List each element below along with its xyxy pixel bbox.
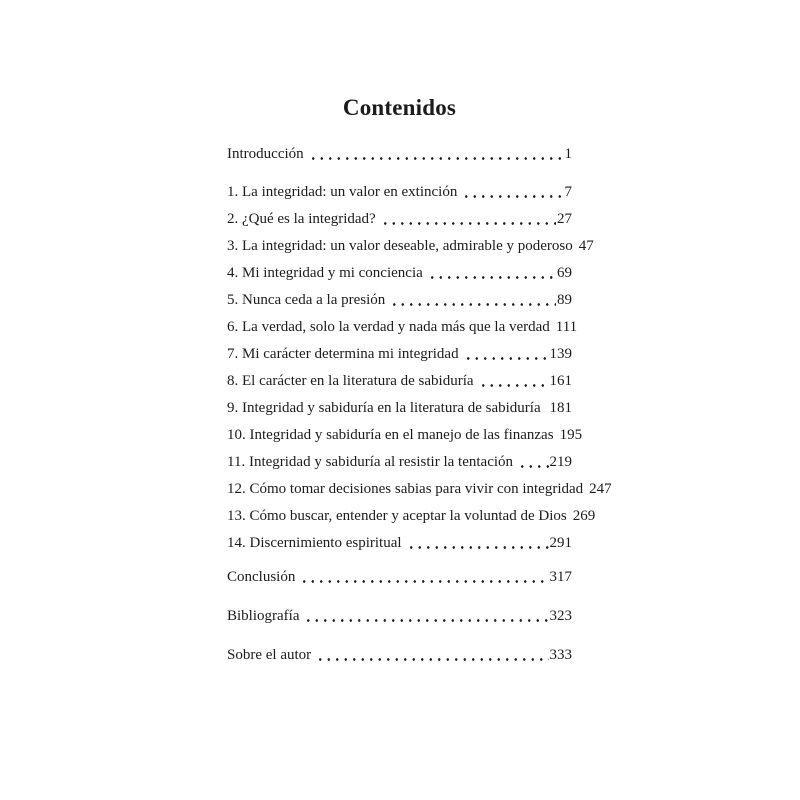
toc-entry	[227, 146, 572, 163]
toc-entry-label: 11. Integridad y sabiduría al resistir la tentación	[227, 454, 514, 470]
toc-entry-page: 181	[549, 400, 572, 416]
toc-entry-label: Bibliografía	[227, 608, 300, 624]
toc-entry-label: 12. Cómo tomar decisiones sabias para vivir con integridad	[227, 481, 584, 497]
toc-entry-label: 5. Nunca ceda a la presión	[227, 292, 386, 308]
toc-leader-dots	[518, 465, 548, 468]
toc-leader-dots	[462, 195, 563, 198]
page-title: Contenidos	[342, 95, 457, 120]
toc-entry	[227, 265, 572, 282]
toc-entry-page: 161	[549, 373, 572, 389]
toc-entry	[227, 569, 572, 586]
toc-entry	[227, 608, 572, 625]
toc-entry	[227, 535, 572, 552]
toc-entry-page: 139	[549, 346, 572, 362]
toc-leader-dots	[304, 619, 548, 622]
toc-entry	[227, 238, 594, 255]
toc-entry	[227, 481, 612, 498]
toc-entry-label: Conclusión	[227, 569, 296, 585]
toc-entry	[227, 647, 572, 664]
toc-entry-label: 14. Discernimiento espiritual	[227, 535, 402, 551]
toc-entry	[227, 400, 572, 417]
toc-entry-page: 333	[549, 647, 572, 663]
toc-leader-dots	[316, 658, 548, 661]
toc-entry	[227, 427, 583, 444]
toc-entry	[227, 211, 572, 228]
toc-entry-page: 111	[555, 319, 578, 335]
toc-content	[227, 0, 612, 686]
toc-entry	[227, 346, 572, 363]
toc-entry	[227, 292, 572, 309]
toc-leader-dots	[300, 580, 548, 583]
toc-entry-page: 291	[549, 535, 572, 551]
toc-entry-label: 4. Mi integridad y mi conciencia	[227, 265, 423, 281]
toc-entry-page: 69	[557, 265, 572, 281]
toc-leader-dots	[464, 357, 549, 360]
toc-entry-page: 323	[549, 608, 572, 624]
toc-entry-page: 1	[564, 146, 572, 162]
toc-entry-label: 2. ¿Qué es la integridad?	[227, 211, 376, 227]
toc-entry-label: 8. El carácter en la literatura de sabiduría	[227, 373, 474, 389]
toc-entry-label: 9. Integridad y sabiduría en la literatura de sabiduría	[227, 400, 541, 416]
toc-leader-dots	[390, 303, 556, 306]
toc-entry-page: 195	[559, 427, 583, 443]
toc-entry	[227, 319, 578, 336]
toc-entry-label: Introducción	[227, 146, 304, 162]
toc-entry-page: 219	[549, 454, 572, 470]
toc-entry-page: 89	[557, 292, 572, 308]
toc-leader-dots	[381, 222, 556, 225]
toc-entry	[227, 454, 572, 471]
toc-leader-dots	[407, 546, 549, 549]
toc-entry-page: 27	[557, 211, 572, 227]
toc-entry-page: 247	[589, 481, 612, 497]
toc-entry-label: 13. Cómo buscar, entender y aceptar la voluntad de Dios	[227, 508, 567, 524]
table-of-contents	[227, 146, 612, 664]
toc-entry-page: 269	[572, 508, 596, 524]
toc-entry-label: Sobre el autor	[227, 647, 312, 663]
toc-entry-label: 3. La integridad: un valor deseable, admirable y poderoso	[227, 238, 573, 254]
toc-entry-page: 7	[564, 184, 572, 200]
toc-entry-label: 6. La verdad, solo la verdad y nada más que la verdad	[227, 319, 550, 335]
toc-entry-label: 1. La integridad: un valor en extinción	[227, 184, 458, 200]
toc-entry-label: 7. Mi carácter determina mi integridad	[227, 346, 459, 362]
toc-entry	[227, 373, 572, 390]
toc-entry	[227, 508, 596, 525]
toc-leader-dots	[428, 276, 556, 279]
toc-leader-dots	[546, 411, 549, 414]
toc-entry-label: 10. Integridad y sabiduría en el manejo de las finanzas	[227, 427, 554, 443]
toc-entry-page: 47	[578, 238, 594, 254]
toc-entry	[227, 184, 572, 201]
toc-leader-dots	[479, 384, 549, 387]
toc-entry-page: 317	[549, 569, 572, 585]
toc-leader-dots	[309, 157, 564, 160]
